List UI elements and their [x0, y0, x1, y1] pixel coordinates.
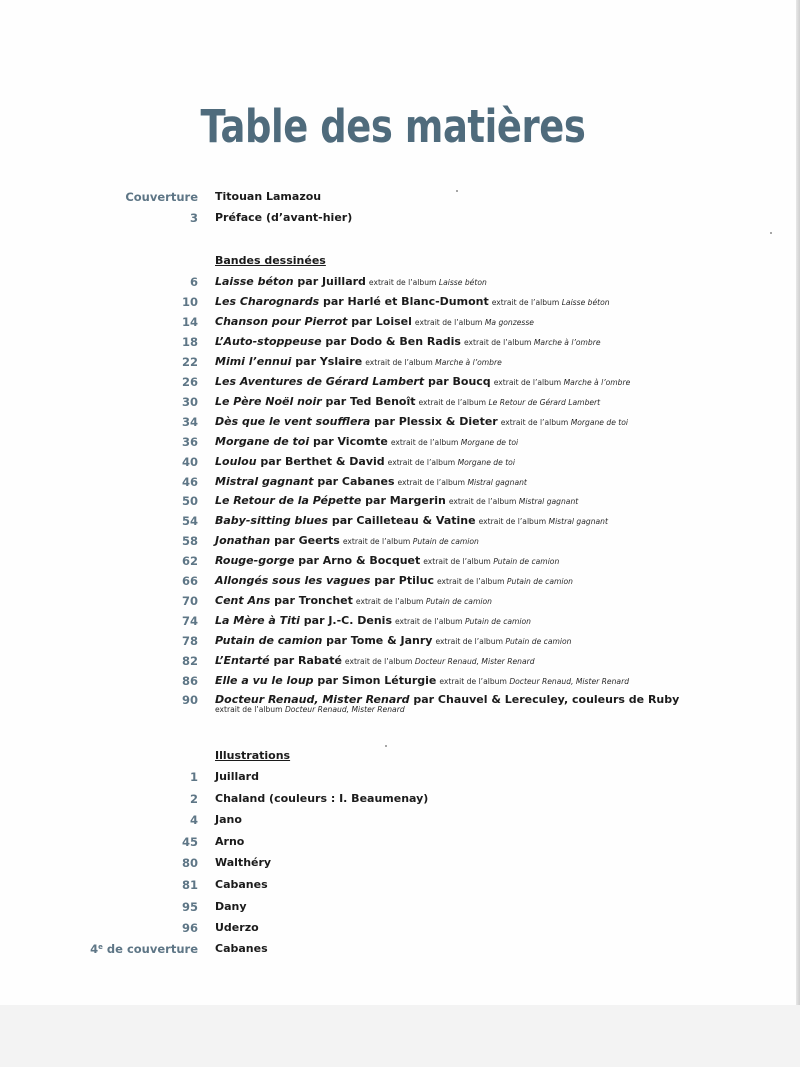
comic-title: Cent Ans: [215, 594, 271, 607]
toc-entry-preface[interactable]: [0, 211, 790, 229]
comic-authors: par Geerts: [270, 534, 340, 547]
album-name: Marche à l’ombre: [563, 378, 631, 387]
extract-prefix: extrait de l’album: [344, 657, 415, 666]
extract-prefix: extrait de l’album: [414, 318, 485, 327]
album-extract: [423, 557, 559, 566]
toc-entry-illustration[interactable]: [0, 921, 790, 939]
toc-entry-comic[interactable]: [0, 693, 790, 723]
extract-prefix: extrait de l’album: [390, 438, 461, 447]
num-main: 4: [90, 942, 99, 956]
comic-authors: par Cailleteau & Vatine: [328, 514, 476, 527]
album-name: Putain de camion: [505, 637, 572, 646]
entry-text: [215, 315, 534, 328]
comic-authors: par Margerin: [361, 494, 446, 507]
entry-text: Dany: [215, 900, 247, 913]
toc-entry-comic[interactable]: [0, 355, 790, 373]
entry-text: Cabanes: [215, 942, 268, 955]
album-name: Docteur Renaud, Mister Renard: [414, 657, 535, 666]
scan-speck: [456, 190, 458, 192]
entry-text: [215, 415, 628, 428]
page-number: 10: [181, 295, 198, 309]
toc-entry-illustration[interactable]: [0, 835, 790, 853]
comic-title: Laisse béton: [215, 275, 294, 288]
page-number: 58: [181, 534, 198, 548]
album-extract: [501, 418, 628, 427]
page-title: Table des matières: [200, 100, 586, 153]
album-name: Morgane de toi: [570, 418, 629, 427]
page-number: 26: [181, 375, 198, 389]
comic-title: Docteur Renaud, Mister Renard: [215, 693, 410, 706]
toc-entry-comic[interactable]: [0, 455, 790, 473]
extract-prefix: extrait de l’album: [355, 597, 426, 606]
toc-entry-illustration[interactable]: [0, 900, 790, 918]
toc-entry-comic[interactable]: [0, 335, 790, 353]
entry-text: [215, 514, 608, 527]
comic-title: Dès que le vent soufflera: [215, 415, 371, 428]
toc-entry-comic[interactable]: [0, 594, 790, 612]
toc-entry-comic[interactable]: [0, 534, 790, 552]
extract-prefix: extrait de l’album: [436, 577, 507, 586]
album-extract: [369, 278, 487, 287]
entry-text: Uderzo: [215, 921, 259, 934]
page-number: 30: [181, 395, 198, 409]
num-superscript: e: [98, 943, 103, 951]
page-number: 80: [181, 856, 198, 870]
album-extract: [435, 637, 571, 646]
extract-prefix: extrait de l’album: [368, 278, 439, 287]
page-number: 40: [181, 455, 198, 469]
album-name: Putain de camion: [412, 537, 479, 546]
album-extract: [345, 657, 535, 666]
page-bottom-band: [0, 1005, 800, 1067]
extract-prefix: extrait de l’album: [448, 497, 519, 506]
page-number: 1: [189, 770, 198, 784]
toc-entry-comic[interactable]: [0, 494, 790, 512]
extract-prefix: extrait de l’album: [423, 557, 494, 566]
page-number: 45: [181, 835, 198, 849]
toc-entry-comic[interactable]: [0, 395, 790, 413]
entry-text: Titouan Lamazou: [215, 190, 322, 203]
album-name: Mistral gagnant: [518, 497, 579, 506]
album-name: Laisse béton: [561, 298, 610, 307]
entry-text: [215, 295, 610, 308]
comic-authors: par Berthet & David: [256, 455, 385, 468]
num-rest: de couverture: [102, 942, 198, 956]
comic-title: Loulou: [215, 455, 257, 468]
extract-prefix: extrait de l’album: [395, 617, 465, 626]
album-extract: [439, 677, 629, 686]
extract-prefix: extrait de l’album: [493, 378, 564, 387]
entry-text: [215, 614, 531, 627]
album-extract: [388, 458, 515, 467]
entry-text: [215, 335, 601, 348]
toc-entry-illustration[interactable]: [0, 878, 790, 896]
album-extract: [449, 497, 578, 506]
comic-authors: par Tome & Janry: [322, 634, 433, 647]
page-number: 54: [181, 514, 198, 528]
toc-entry-comic[interactable]: [0, 634, 790, 652]
comic-title: Rouge-gorge: [215, 554, 295, 567]
extract-prefix: extrait de l’album: [439, 677, 510, 686]
extract-prefix: extrait de l’album: [418, 398, 489, 407]
toc-entry-comic[interactable]: [0, 435, 790, 453]
page-number: 14: [181, 315, 198, 329]
entry-text: [215, 435, 518, 448]
album-extract: [398, 478, 527, 487]
comic-authors: par Rabaté: [269, 654, 342, 667]
toc-entry-comic[interactable]: [0, 295, 790, 313]
album-extract: [415, 318, 534, 327]
comic-authors: par Ted Benoît: [321, 395, 416, 408]
comic-authors: par Plessix & Dieter: [370, 415, 498, 428]
comic-title: Mimi l’ennui: [215, 355, 292, 368]
album-extract: [356, 597, 492, 606]
album-name: Putain de camion: [464, 617, 531, 626]
extract-prefix: extrait de l’album: [463, 338, 534, 347]
album-extract: [419, 398, 601, 407]
comic-authors: par Arno & Bocquet: [294, 554, 421, 567]
comic-authors: par Juillard: [293, 275, 366, 288]
page-number: 70: [181, 594, 198, 608]
toc-entry-comic[interactable]: [0, 614, 790, 632]
comic-title: Putain de camion: [215, 634, 323, 647]
album-name: Marche à l’ombre: [533, 338, 601, 347]
comic-title: L’Entarté: [215, 654, 270, 667]
entry-text: [215, 475, 527, 488]
album-name: Morgane de toi: [460, 438, 519, 447]
entry-text: Préface (d’avant-hier): [215, 211, 353, 224]
comic-title: Le Retour de la Pépette: [215, 494, 362, 507]
scan-speck: [770, 232, 772, 234]
toc-entry-illustration[interactable]: [0, 856, 790, 874]
comic-title: Chanson pour Pierrot: [215, 315, 348, 328]
entry-text: [215, 455, 515, 468]
comic-title: Les Charognards: [215, 295, 320, 308]
extract-prefix: extrait de l’album: [435, 637, 506, 646]
page-number: 96: [181, 921, 198, 935]
comic-title: L’Auto-stoppeuse: [215, 335, 322, 348]
entry-text: [215, 275, 487, 288]
entry-text: [215, 634, 571, 647]
scan-speck: [385, 745, 387, 747]
entry-text: [215, 534, 479, 547]
comic-authors: par Cabanes: [313, 475, 395, 488]
toc-entry-illustration[interactable]: [0, 770, 790, 788]
toc-entry-comic[interactable]: [0, 654, 790, 672]
album-name: Marche à l’ombre: [435, 358, 502, 367]
entry-text: [215, 494, 578, 507]
page-number: 46: [181, 475, 198, 489]
comic-authors: par Tronchet: [270, 594, 353, 607]
page-number: 95: [181, 900, 198, 914]
toc-entry-comic[interactable]: [0, 514, 790, 532]
entry-text: [215, 395, 600, 408]
album-extract: [492, 298, 610, 307]
album-extract: [494, 378, 631, 387]
page-number: 74: [181, 614, 198, 628]
comic-title: Jonathan: [215, 534, 271, 547]
page-number: 34: [181, 415, 198, 429]
entry-text: [215, 355, 502, 368]
comic-authors: par Boucq: [424, 375, 491, 388]
comic-title: Les Aventures de Gérard Lambert: [215, 375, 425, 388]
entry-text: Arno: [215, 835, 245, 848]
page-number: 22: [181, 355, 198, 369]
entry-text: [215, 674, 629, 687]
comic-authors: par Ptiluc: [370, 574, 434, 587]
page-number: 86: [181, 674, 198, 688]
page-number: 4: [189, 813, 198, 827]
page-number: 6: [189, 275, 198, 289]
album-name: Docteur Renaud, Mister Renard: [509, 677, 630, 686]
extract-prefix: extrait de l’album: [387, 458, 458, 467]
comic-authors: par J.-C. Denis: [299, 614, 392, 627]
page-number: 90: [181, 693, 198, 707]
page-number: 3: [189, 211, 198, 225]
page-number: 66: [181, 574, 198, 588]
album-extract: [343, 537, 479, 546]
album-name: Putain de camion: [425, 597, 492, 606]
comic-authors: par Loisel: [347, 315, 412, 328]
extract-prefix: extrait de l’album: [500, 418, 571, 427]
page-number: 50: [181, 494, 198, 508]
album-extract: [391, 438, 518, 447]
comic-title: Baby-sitting blues: [215, 514, 329, 527]
entry-text: Jano: [215, 813, 242, 826]
comic-title: Le Père Noël noir: [215, 395, 322, 408]
extract-prefix: extrait de l’album: [397, 478, 468, 487]
entry-text: [215, 375, 630, 388]
album-name: Mistral gagnant: [467, 478, 527, 487]
toc-entry-comic[interactable]: [0, 415, 790, 433]
album-extract: [365, 358, 502, 367]
extract-prefix: extrait de l’album: [365, 358, 436, 367]
entry-text: Juillard: [215, 770, 259, 783]
page-number: 36: [181, 435, 198, 449]
album-name: Putain de camion: [493, 557, 560, 566]
entry-text: Walthéry: [215, 856, 272, 869]
comic-title: Allongés sous les vagues: [215, 574, 371, 587]
page-number: 62: [181, 554, 198, 568]
section-heading-illustrations: Illustrations: [215, 749, 291, 762]
comic-title: Mistral gagnant: [215, 475, 314, 488]
page-number: Couverture: [125, 190, 198, 204]
entry-text: [215, 594, 492, 607]
album-name: Morgane de toi: [457, 458, 515, 467]
album-name: Le Retour de Gérard Lambert: [488, 398, 601, 407]
album-name: Ma gonzesse: [484, 318, 534, 327]
page-number: 18: [181, 335, 198, 349]
entry-text: Chaland (couleurs : I. Beaumenay): [215, 792, 429, 805]
album-name: Putain de camion: [506, 577, 573, 586]
album-extract: [395, 617, 531, 626]
toc-entry-back-cover[interactable]: [0, 942, 790, 960]
page-number: 2: [189, 792, 198, 806]
toc-entry-comic[interactable]: [0, 554, 790, 572]
comic-title: Morgane de toi: [215, 435, 310, 448]
toc-entry-comic[interactable]: [0, 315, 790, 333]
album-extract: [215, 705, 405, 714]
page-number: [90, 942, 198, 956]
extract-prefix: extrait de l’album: [342, 537, 413, 546]
toc-entry-illustration[interactable]: [0, 792, 790, 810]
entry-text: [215, 654, 535, 667]
album-name: Laisse béton: [438, 278, 487, 287]
toc-entry-illustration[interactable]: [0, 813, 790, 831]
album-extract: [437, 577, 573, 586]
comic-authors: par Yslaire: [291, 355, 363, 368]
section-heading-comics: Bandes dessinées: [215, 254, 326, 267]
album-name: Mistral gagnant: [548, 517, 608, 526]
album-name: Docteur Renaud, Mister Renard: [284, 705, 405, 714]
entry-text: Cabanes: [215, 878, 268, 891]
page-number: 81: [181, 878, 198, 892]
extract-prefix: extrait de l’album: [215, 705, 285, 714]
toc-entry-comic[interactable]: [0, 475, 790, 493]
toc-entry-comic[interactable]: [0, 275, 790, 293]
comic-authors: par Dodo & Ben Radis: [321, 335, 461, 348]
toc-entry-comic[interactable]: [0, 574, 790, 592]
page-number: 78: [181, 634, 198, 648]
toc-entry-cover[interactable]: [0, 190, 790, 208]
comic-title: Elle a vu le loup: [215, 674, 314, 687]
comic-authors: par Vicomte: [309, 435, 388, 448]
page-number: 82: [181, 654, 198, 668]
toc-entry-comic[interactable]: [0, 674, 790, 692]
comic-title: La Mère à Titi: [215, 614, 300, 627]
comic-authors: par Chauvel & Lereculey, couleurs de Ruby: [409, 693, 680, 706]
comic-authors: par Simon Léturgie: [313, 674, 437, 687]
toc-entry-comic[interactable]: [0, 375, 790, 393]
extract-prefix: extrait de l’album: [491, 298, 562, 307]
album-extract: [479, 517, 608, 526]
album-extract: [464, 338, 601, 347]
page-edge: [796, 0, 800, 1067]
extract-prefix: extrait de l’album: [478, 517, 549, 526]
entry-text: [215, 554, 559, 567]
entry-text: [215, 574, 573, 587]
comic-authors: par Harlé et Blanc-Dumont: [319, 295, 489, 308]
